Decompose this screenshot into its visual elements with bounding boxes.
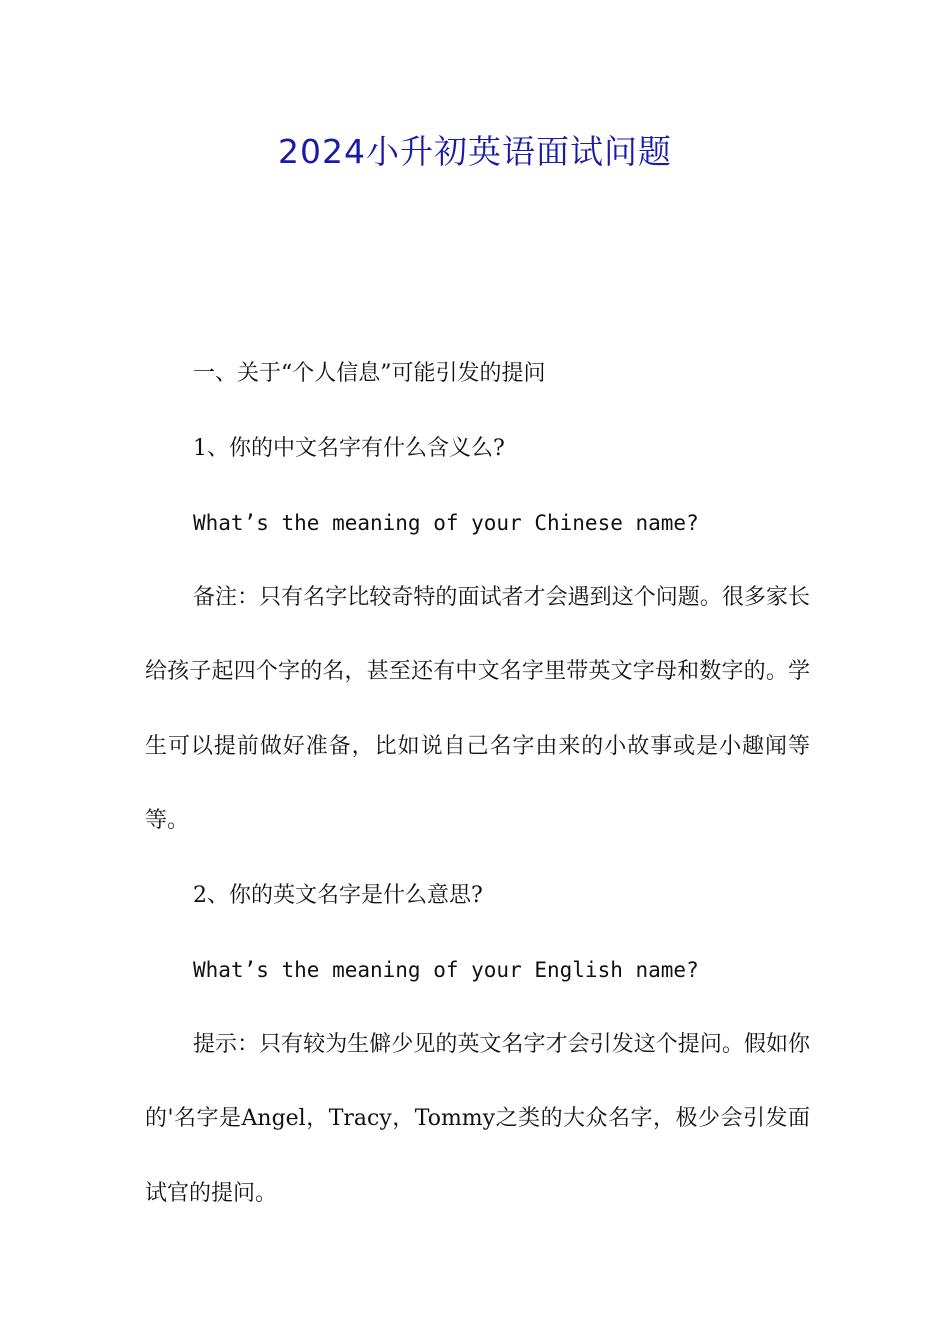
note-2-paragraph: 提示：只有较为生僻少见的英文名字才会引发这个提问。假如你的'名字是Angel，Tracy，Tommy之类的大众名字，极少会引发面试官的提问。 <box>145 1031 810 1206</box>
question-2-english: What’s the meaning of your English name? <box>193 958 699 982</box>
page-title: 2024小升初英语面试问题 <box>278 132 672 171</box>
question-1-english: What’s the meaning of your Chinese name? <box>193 511 699 535</box>
question-1-chinese: 1、你的中文名字有什么含义么? <box>193 435 505 461</box>
note-1-paragraph: 备注：只有名字比较奇特的面试者才会遇到这个问题。很多家长给孩子起四个字的名，甚至还有中文名字里带英文字母和数字的。学生可以提前做好准备，比如说自己名字由来的小故事或是小趣闻等等。 <box>145 584 810 833</box>
document-body <box>145 337 810 1231</box>
section-heading: 一、关于“个人信息”可能引发的提问 <box>193 361 546 386</box>
question-2-chinese: 2、你的英文名字是什么意思? <box>193 882 483 908</box>
